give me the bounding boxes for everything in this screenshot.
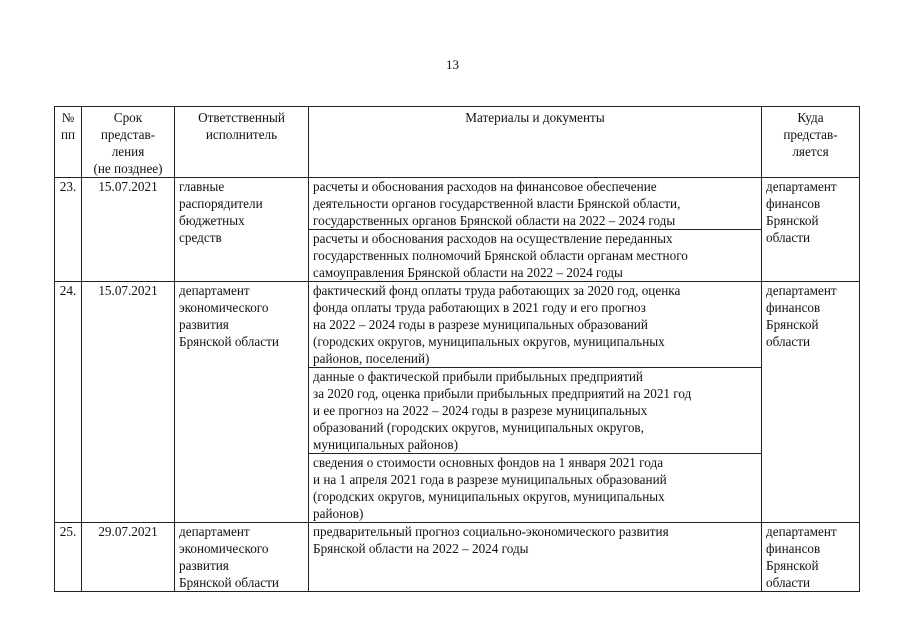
row-document: фактический фонд оплаты труда работающих за 2020 год, оценка фонда оплаты труда работающих в 2021 году и его прогноз на 2022 – 2024 годы в разрезе муниципальных образований (городских округов, муниципальных округов, муниципальных районов, поселений): [309, 282, 762, 368]
row-document: расчеты и обоснования расходов на финансовое обеспечение деятельности органов государственной власти Брянской области, государственных органов Брянской области на 2022 – 2024 годы: [309, 178, 762, 230]
table-row: [55, 178, 860, 230]
row-number: 24.: [55, 282, 82, 523]
header-executor: Ответственный исполнитель: [175, 107, 309, 178]
row-document: предварительный прогноз социально-экономического развития Брянской области на 2022 – 2024 годы: [309, 523, 762, 592]
row-destination: департамент финансов Брянской области: [762, 178, 860, 282]
row-deadline: 15.07.2021: [82, 178, 175, 282]
row-destination: департамент финансов Брянской области: [762, 282, 860, 523]
table-header-row: [55, 107, 860, 178]
page-number: 13: [446, 57, 459, 72]
row-executor: департамент экономического развития Брянской области: [175, 282, 309, 523]
row-number: 25.: [55, 523, 82, 592]
row-document: данные о фактической прибыли прибыльных предприятий за 2020 год, оценка прибыли прибыльных предприятий на 2021 год и ее прогноз на 2022 – 2024 годы в разрезе муниципальных образований (городских округов, муниципальных округов, муниципальных районов): [309, 368, 762, 454]
row-executor: департамент экономического развития Брянской области: [175, 523, 309, 592]
header-num: № пп: [55, 107, 82, 178]
table-row: [55, 282, 860, 368]
submission-schedule-table: [54, 106, 860, 592]
row-executor: главные распорядители бюджетных средств: [175, 178, 309, 282]
header-deadline: Срок представ- ления (не позднее): [82, 107, 175, 178]
row-document: сведения о стоимости основных фондов на 1 января 2021 года и на 1 апреля 2021 года в разрезе муниципальных образований (городских округов, муниципальных округов, муниципальных районов): [309, 454, 762, 523]
row-deadline: 29.07.2021: [82, 523, 175, 592]
row-number: 23.: [55, 178, 82, 282]
header-destination: Куда представ- ляется: [762, 107, 860, 178]
row-deadline: 15.07.2021: [82, 282, 175, 523]
row-destination: департамент финансов Брянской области: [762, 523, 860, 592]
row-document: расчеты и обоснования расходов на осуществление переданных государственных полномочий Брянской области органам местного самоуправления Брянской области на 2022 – 2024 годы: [309, 230, 762, 282]
header-materials: Материалы и документы: [309, 107, 762, 178]
table-row: [55, 523, 860, 592]
